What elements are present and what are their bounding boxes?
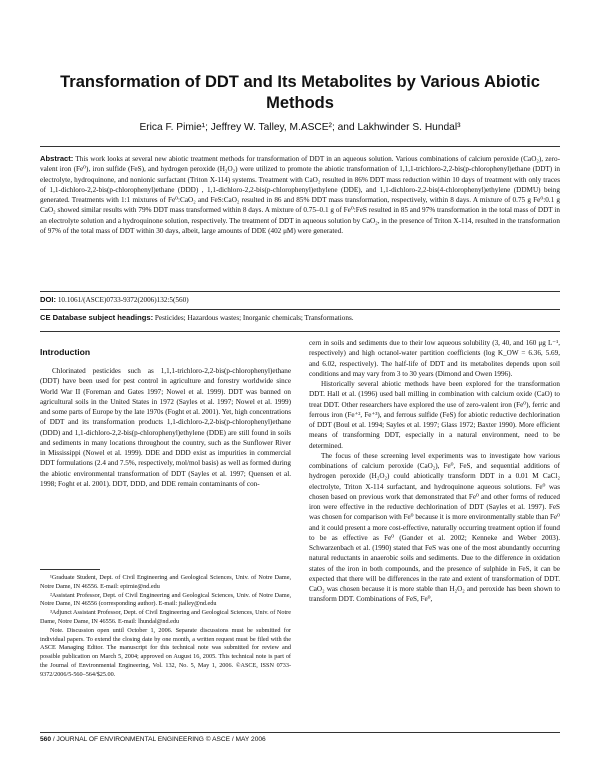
section-rule	[40, 331, 560, 332]
abstract-text: This work looks at several new abiotic treatment methods for transformation of DDT in an aqueous solution. Various combinations of calcium peroxide (CaO₂), zero-valent iron (Fe⁰), iron sulfide (FeS), and hydrogen peroxide (H₂O₂) were utilized to promote the abiotic transformation of 1,1,1-trichloro-2,2-bis(p-chlorophenyl)ethane (DDT) in electrolyte, hydroquinone, and nonionic surfactant (Triton X-114) systems. Treatment with CaO₂ resulted in 86% DDT mass reduction within 10 days of treatment with only traces of 1,1-dichloro-2,2-bis(p-chlorophenyl)ethane (DDD) , 1,1-dichloro-2,2-bis(p-chlorophenyl)ethylene (DDE), and 1,1-dichloro-2,2-bis(4-chlorophenyl)ethylene (DDMU) being generated. Treatments with 1:1 mixtures of Fe⁰:CaO₂ and FeS:CaO₂ resulted in 86 and 85% DDT mass transformation, respectively, within 8 days. A mixture of 0.75 g Fe⁰:0.1 g CaO₂ showed similar results with 79% DDT mass transformed within 8 days. A mixture of 0.75–0.1 g of Fe⁰:FeS resulted in 85 and 97% transformation in the total mass of DDT in an electrolyte solution and a hydroquinone solution, respectively. The treatment of DDT in aqueous solution by CaO₂, in the presence of Triton X-114, resulted in the transformation of 97% of the total mass of DDT within 30 days, albeit, large amounts of DDE (402 μM) were generated.	[40, 155, 560, 236]
doi-value[interactable]: 10.1061/(ASCE)0733-9372(2006)132:5(560)	[57, 296, 189, 304]
body-paragraph: The focus of these screening level experiments was to investigate how various combinations of calcium peroxide (CaO₂), Fe⁰, FeS, and sequential additions of hydrogen peroxide (H₂O₂) could abiotically transform DDT in a 0.01 M CaCl₂ electrolyte, Triton X-114 surfactant, and hydroquinone aqueous solutions. Fe⁰ was chosen based on previous work that demonstrated that Fe⁰ and other forms of reduced iron were effective in the reductive dechlorination of DDT (Sayles et al. 1997). FeS was chosen for comparison with Fe⁰ because it is more environmentally stable than Fe⁰ and it could present a more cost-effective, naturally occurring treatment option if found to be as effective as Fe⁰ (Gander et al. 2002; Kenneke and Weber 2003). Schwarzenbach et al. (1990) stated that FeS was one of the most abundantly occurring natural reductants in anaerobic soils and sediments. Due to the difference in oxidation states of the iron in both compounds, and the presence of sulphide in FeS, it can be expected that there will be differences in the rate and extent of transformation of DDT. CaO₂ was chosen because it is more stable than H₂O₂ and peroxide has been shown to transform DDT. Combinations of FeS, Fe⁰,	[309, 451, 560, 604]
author-list: Erica F. Pimie¹; Jeffrey W. Talley, M.ASCE²; and Lakhwinder S. Hundal³	[139, 122, 461, 133]
headings-rule	[40, 309, 560, 310]
right-column	[309, 338, 560, 605]
paper-title: Transformation of DDT and Its Metabolites by Various Abiotic Methods	[60, 73, 540, 112]
body-paragraph: Chlorinated pesticides such as 1,1,1-trichloro-2,2-bis(p-chlorophenyl)ethane (DDT) have been used for pest control in agriculture and forestry worldwide since World War II (Foreman and Gates 1997; Nowel et al. 1999). DDT was banned on agricultural soils in the United States in 1972 (Sayles et al. 1997; Nowel et al. 1999) and some parts of Europe by the late 1970s (Foght et al. 2001). Yet, high concentrations of DDT and its transformation products 1,1-dichloro-2,2-bis(p-chlorophenyl)ethane (DDD) and 1,1-dichloro-2,2-bis(p-chlorophenyl)ethylene (DDE) are still found in soils and sediments in many locations throughout the country, such as the Sunflower River in Mississippi (Nowel et al. 1999). DDE and DDD exist as impurities in commercial DDT formulations (2.4 and 7.5%, respectively, mol/mol basis) as well as formed during the abiotic environmental transformation of DDT (Sayles et al. 1997; Quensen et al. 1998; Foght et al. 2001). DDT, DDD, and DDE remain contaminants of con-	[40, 367, 291, 488]
body-paragraph: Historically several abiotic methods have been explored for the transformation DDT. Hall et al. (1996) used ball milling in combination with calcium oxide (CaO) to treat DDT. Other researchers have explored the use of zero-valent iron (Fe⁰), ferric and ferrous iron (Fe⁺², Fe⁺³), and ferrous sulfide (FeS) for abiotic reductive dechlorination of DDT (Boul et al. 1994; Sayles et al. 1997; Glass 1972; Baxter 1990). More efficient means of transforming DDT, especially in a natural environment, need to be determined.	[309, 380, 560, 450]
subject-headings	[40, 313, 560, 323]
abstract	[40, 154, 560, 236]
footnote-note: Note. Discussion open until October 1, 2006. Separate discussions must be submitted for individual papers. To extend the closing date by one month, a written request must be filed with the ASCE Managing Editor. The manuscript for this technical note was submitted for review and possible publication on March 5, 2004; approved on August 16, 2005. This technical note is part of the Journal of Environmental Engineering, Vol. 132, No. 5, May 1, 2006. ©ASCE, ISSN 0733-9372/2006/5-560–564/$25.00.	[40, 626, 291, 678]
headings-label: CE Database subject headings:	[40, 313, 154, 322]
top-rule	[40, 146, 560, 147]
page-footer	[40, 732, 560, 743]
doi-line	[40, 295, 560, 305]
left-column	[40, 366, 291, 489]
footnote: ³Adjunct Assistant Professor, Dept. of Civil Engineering and Geological Sciences, Univ. of Notre Dame, Notre Dame, IN 46556. E-mail: lhundal@nd.edu	[40, 609, 291, 625]
footnote: ²Assistant Professor, Dept. of Civil Engineering and Geological Sciences, Univ. of Notre Dame, Notre Dame, IN 46556 (corresponding author). E-mail: jtalley@nd.edu	[40, 591, 291, 608]
page-number: 560	[40, 736, 52, 743]
doi-rule	[40, 291, 560, 292]
section-heading-introduction: Introduction	[40, 347, 91, 357]
footnote: ¹Graduate Student, Dept. of Civil Engineering and Geological Sciences, Univ. of Notre Dame, Notre Dame, IN 46556. E-mail: epirnie@nd.edu	[40, 574, 291, 590]
body-paragraph: cern in soils and sediments due to their low aqueous solubility (3, 40, and 160 μg L⁻¹, respectively) and high octanol-water partition coefficients (log K_OW = 6.36, 5.69, and 6.02, respectively). The half-life of DDT and its metabolites depends upon soil conditions and may vary from 3 to 30 years (Dimond and Owen 1996).	[309, 339, 560, 378]
headings-value: Pesticides; Hazardous wastes; Inorganic chemicals; Transformations.	[154, 314, 354, 322]
abstract-label: Abstract:	[40, 154, 74, 163]
doi-label: DOI:	[40, 295, 57, 304]
journal-line: / JOURNAL OF ENVIRONMENTAL ENGINEERING © ASCE / MAY 2006	[52, 736, 266, 743]
footnotes	[40, 574, 291, 680]
footnote-rule	[40, 569, 100, 570]
